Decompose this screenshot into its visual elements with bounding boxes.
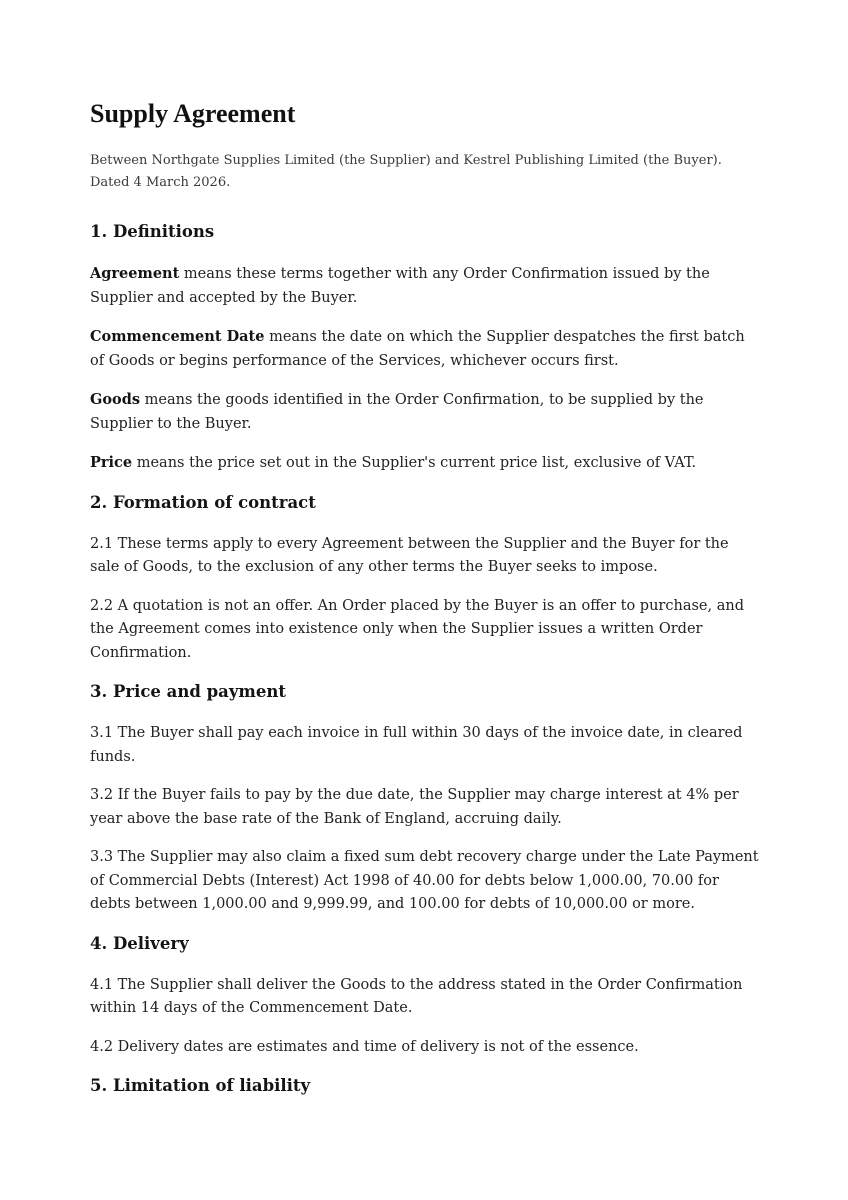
clause-3-1: 3.1 The Buyer shall pay each invoice in full within 30 days of the invoice date, in cleared funds. — [90, 725, 743, 765]
document-title: Supply Agreement — [90, 99, 296, 128]
section-heading: 5. Limitation of liability — [90, 1076, 311, 1095]
clause-2-2: 2.2 A quotation is not an offer. An Order placed by the Buyer is an offer to purchase, and the Agreement comes into existence only when the Supplier issues a written Order Confirmation. — [90, 597, 744, 661]
clause-2-1: 2.1 These terms apply to every Agreement between the Supplier and the Buyer for the sale of Goods, to the exclusion of any other terms the Buyer seeks to impose. — [90, 535, 729, 575]
section-formation-of-contract — [90, 491, 760, 666]
definition-term: Agreement — [90, 265, 180, 282]
clause-4-1: 4.1 The Supplier shall deliver the Goods to the address stated in the Order Confirmation within 14 days of the Commencement Date. — [90, 976, 743, 1016]
section-heading: 3. Price and payment — [90, 682, 286, 701]
section-definitions — [90, 220, 760, 476]
section-heading: 2. Formation of contract — [90, 492, 316, 512]
document-page — [90, 96, 760, 1116]
definition-price — [90, 451, 760, 476]
definition-text: means the price set out in the Supplier's current price list, exclusive of VAT. — [132, 455, 697, 471]
clause-3-3: 3.3 The Supplier may also claim a fixed sum debt recovery charge under the Late Payment of Commercial Debts (Interest) Act 1998 of 40.00 for debts below 1,000.00, 70.00 for debts between 1,000.00 and 9,999.99, and 100.00 for debts of 10,000.00 or more. — [90, 849, 759, 912]
definition-text: means the date on which the Supplier despatches the first batch of Goods or begins performance of the Services, whichever occurs first. — [90, 329, 745, 369]
definition-text: means the goods identified in the Order Confirmation, to be supplied by the Supplier to the Buyer. — [90, 392, 704, 432]
clause-4-2: 4.2 Delivery dates are estimates and time of delivery is not of the essence. — [90, 1038, 639, 1055]
section-heading: 4. Delivery — [90, 933, 189, 953]
definition-goods — [90, 388, 760, 436]
definition-term: Commencement Date — [90, 328, 265, 345]
section-price-and-payment — [90, 680, 760, 917]
section-heading: 1. Definitions — [90, 222, 215, 241]
definition-commencement-date — [90, 325, 760, 373]
definition-term: Price — [90, 454, 133, 471]
section-delivery — [90, 932, 760, 1060]
definition-term: Goods — [90, 391, 141, 408]
clause-3-2: 3.2 If the Buyer fails to pay by the due date, the Supplier may charge interest at 4% per year above the base rate of the Bank of England, accruing daily. — [90, 787, 739, 827]
definition-text: means these terms together with any Order Confirmation issued by the Supplier and accepted by the Buyer. — [90, 266, 710, 306]
document-subtitle: Between Northgate Supplies Limited (the Supplier) and Kestrel Publishing Limited (the Buyer). Dated 4 March 2026. — [90, 153, 722, 190]
section-limitation-of-liability — [90, 1074, 760, 1098]
definition-agreement — [90, 262, 760, 310]
